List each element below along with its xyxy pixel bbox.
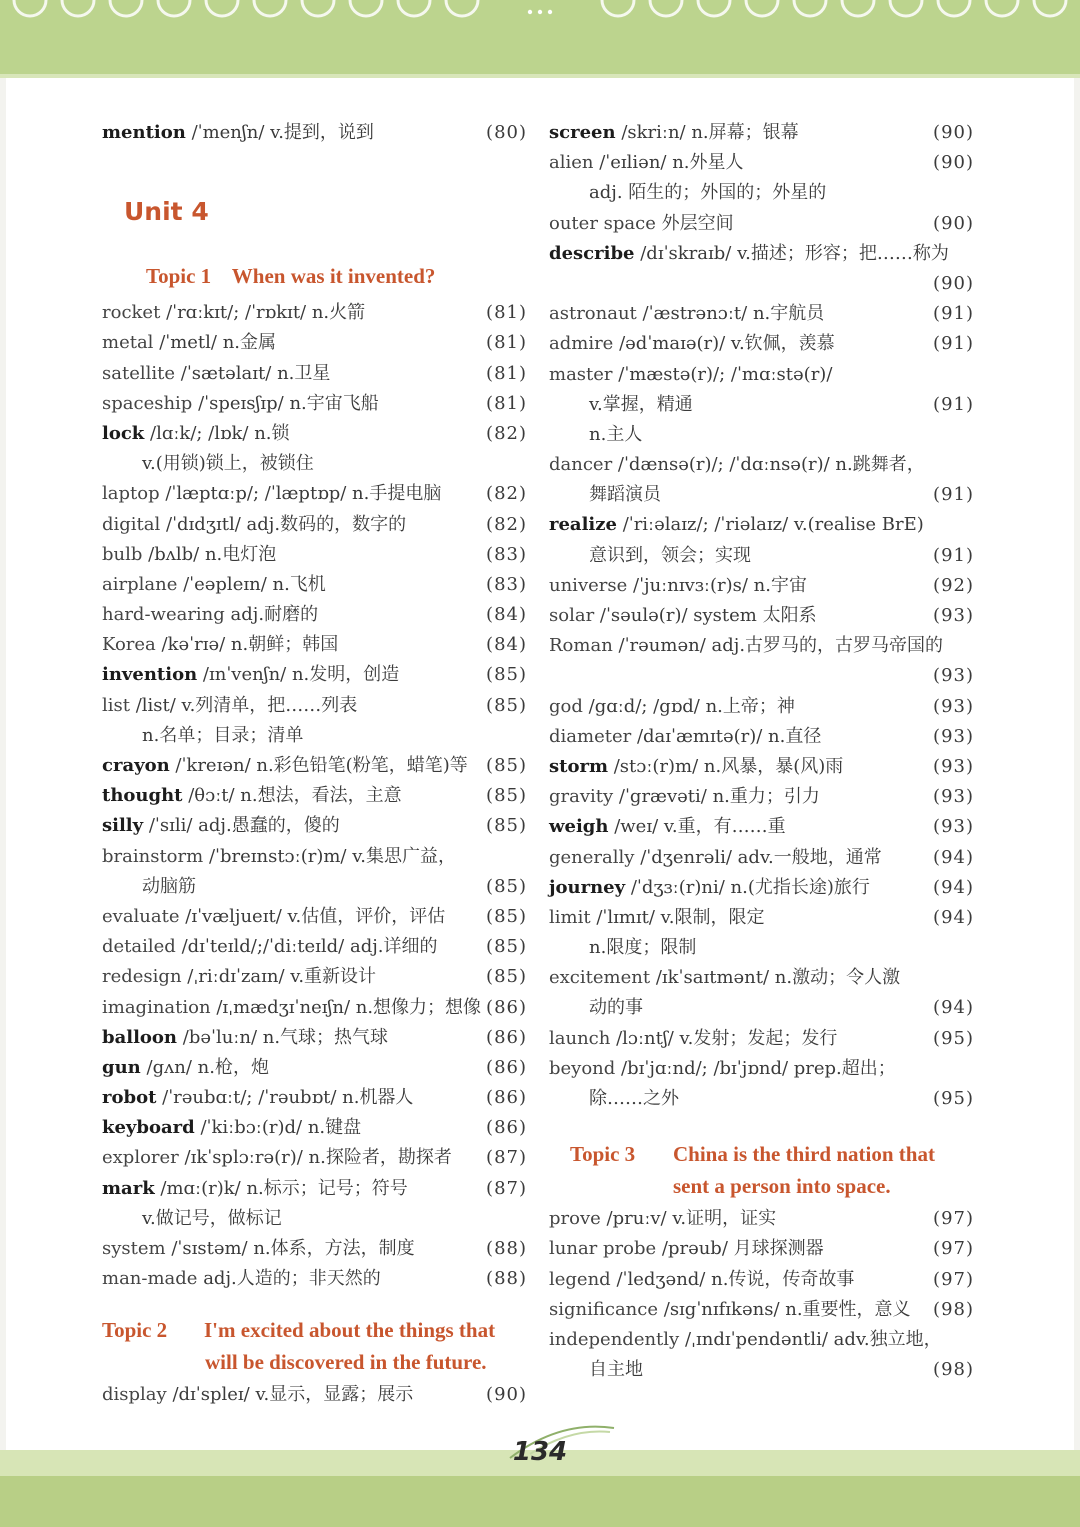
entry-definition: /kəˈrɪə/ n.朝鲜；韩国 [161, 634, 339, 656]
entry-definition: /ɪkˈsaɪtmənt/ n.激动；令人激 [655, 967, 901, 989]
entry-word: legend [549, 1268, 611, 1290]
entry-word: launch [549, 1027, 611, 1049]
vocab-entry [102, 872, 527, 902]
entry-definition: /ˈkreɪən/ n.彩色铅笔(粉笔，蜡笔)等 [175, 755, 468, 776]
vocab-entry [549, 601, 974, 631]
entry-page-ref: (95) [933, 1088, 974, 1109]
entry-word: mention [102, 122, 186, 143]
entry-word: alien [549, 152, 594, 174]
entry-page-ref: (88) [486, 1268, 527, 1290]
entry-word: weigh [549, 816, 609, 838]
entry-page-ref: (93) [933, 665, 974, 687]
vocab-entry [549, 1295, 974, 1325]
entry-word: limit [549, 906, 591, 928]
entry-definition: 自主地 [589, 1359, 643, 1381]
vocab-entry [102, 389, 527, 419]
vocab-entry [549, 450, 974, 480]
entry-word: digital [102, 513, 161, 535]
entry-definition: /ˈmetl/ n.金属 [159, 332, 277, 354]
vocab-entry [549, 1234, 974, 1264]
vocab-entry [102, 449, 527, 479]
entry-page-ref: (93) [933, 695, 974, 717]
vocab-entry [102, 842, 527, 872]
topic-2-heading [102, 1294, 527, 1380]
entry-page-ref: (85) [486, 905, 527, 927]
entry-page-ref: (81) [486, 302, 527, 324]
entry-definition: /ˌriːdɪˈzaɪn/ v.重新设计 [187, 966, 377, 988]
entry-page-ref: (92) [933, 574, 974, 596]
entry-page-ref: (85) [486, 815, 527, 837]
entry-page-ref: (90) [933, 212, 974, 234]
vocab-entry [549, 510, 974, 540]
entry-definition: /ˈsɪstəm/ n.体系，方法，制度 [171, 1238, 415, 1259]
entry-definition: /gʌn/ n.枪，炮 [146, 1056, 269, 1078]
entry-word: gravity [549, 786, 614, 808]
entry-definition: 动的事 [589, 997, 643, 1019]
entry-word: dancer [549, 454, 613, 476]
vocab-entry [102, 1083, 527, 1113]
entry-page-ref: (91) [933, 484, 974, 506]
vocab-entry [102, 1143, 527, 1173]
vocab-entry [549, 420, 974, 450]
entry-definition: /ˈledʒənd/ n.传说，传奇故事 [616, 1268, 855, 1290]
entry-definition: /ˈlɪmɪt/ v.限制，限定 [596, 906, 765, 928]
entry-page-ref: (83) [486, 543, 527, 565]
topic-1-title: When was it invented? [231, 264, 436, 289]
entry-definition: /ˈgrævəti/ n.重力；引力 [618, 786, 820, 808]
entry-definition: /ədˈmaɪə(r)/ v.钦佩，羡慕 [619, 333, 835, 355]
entry-page-ref: (85) [486, 664, 527, 686]
entry-definition: /lɔːntʃ/ v.发射；发起；发行 [616, 1027, 838, 1049]
vocab-entry [549, 269, 974, 299]
entry-page-ref: (83) [486, 573, 527, 595]
entry-definition: 除……之外 [589, 1088, 679, 1109]
entry-page-ref: (93) [933, 786, 974, 808]
entry-word: journey [549, 876, 626, 898]
entry-word: outer space [549, 212, 656, 234]
vocab-entry [549, 329, 974, 359]
vocab-entry [549, 541, 974, 571]
vocab-entry [102, 932, 527, 962]
entry-definition: /ˈjuːnɪvɜː(r)s/ n.宇宙 [633, 574, 807, 596]
topic-2-vocab-list-continued [549, 118, 974, 1114]
vocab-entry [102, 298, 527, 328]
entry-word: solar [549, 605, 595, 626]
entry-word: screen [549, 122, 616, 143]
entry-definition: /ˈdʒenrəli/ adv.一般地，通常 [640, 846, 882, 868]
entry-page-ref: (94) [933, 876, 974, 898]
entry-definition: /dɪˈskraɪb/ v.描述；形容；把……称为 [640, 242, 949, 264]
vocab-entry [549, 299, 974, 329]
entry-definition: adj.耐磨的 [230, 604, 319, 626]
vocab-entry [549, 993, 974, 1023]
topic-2-vocab-list [102, 1380, 527, 1410]
entry-word: prove [549, 1208, 601, 1230]
entry-page-ref: (93) [933, 755, 974, 777]
entry-definition: /ˈeɪliən/ n.外星人 [599, 152, 744, 174]
vocab-entry [102, 328, 527, 358]
vocab-entry [102, 751, 527, 781]
vocab-entry [102, 630, 527, 660]
entry-page-ref: (97) [933, 1268, 974, 1290]
entry-page-ref: (97) [933, 1208, 974, 1230]
vocab-entry [549, 692, 974, 722]
vocab-entry [102, 691, 527, 721]
entry-word: universe [549, 574, 628, 596]
entry-word: god [549, 695, 583, 717]
vocab-entry [549, 1325, 974, 1355]
entry-definition: /θɔːt/ n.想法，看法，主意 [188, 785, 402, 807]
vocab-entry [549, 722, 974, 752]
entry-definition: /dɪˈspleɪ/ v.显示，显露；展示 [172, 1384, 414, 1406]
vocab-entry [549, 1204, 974, 1234]
topic-3-title-line2: sent a person into space. [673, 1174, 891, 1199]
vocab-entry [102, 721, 527, 751]
vocab-entry [102, 1234, 527, 1264]
entry-word: independently [549, 1328, 680, 1350]
entry-definition: 动脑筋 [142, 875, 196, 897]
entry-page-ref: (90) [933, 152, 974, 174]
entry-page-ref: (81) [486, 332, 527, 354]
vocab-entry [549, 873, 974, 903]
vocab-entry [102, 510, 527, 540]
entry-word: balloon [102, 1026, 178, 1048]
entry-page-ref: (94) [933, 997, 974, 1019]
vocab-entry [549, 239, 974, 269]
entry-word: realize [549, 514, 617, 536]
topic-3-vocab-list [549, 1204, 974, 1385]
entry-definition: /bəˈluːn/ n.气球；热气球 [182, 1026, 389, 1048]
entry-definition: v.掌握，精通 [589, 393, 693, 415]
topic-3-title-line1: China is the third nation that [673, 1142, 935, 1167]
entry-word: evaluate [102, 905, 180, 927]
entry-page-ref: (85) [486, 755, 527, 776]
vocab-entry [549, 480, 974, 510]
entry-definition: /ˈdænsə(r)/; /ˈdɑːnsə(r)/ n.跳舞者， [617, 454, 925, 476]
entry-word: thought [102, 785, 183, 807]
entry-definition: /ˈbreɪnstɔː(r)m/ v.集思广益， [208, 845, 456, 867]
entry-page-ref: (85) [486, 936, 527, 958]
entry-definition: /prəub/ 月球探测器 [661, 1238, 824, 1260]
entry-definition: adj.人造的；非天然的 [203, 1268, 381, 1290]
entry-page-ref: (87) [486, 1177, 527, 1199]
entry-word: Roman [549, 635, 613, 657]
entry-definition: /ˈeəpleɪn/ n.飞机 [183, 573, 326, 595]
vocab-entry [102, 600, 527, 630]
entry-word: significance [549, 1298, 659, 1320]
vocab-entry [102, 811, 527, 841]
entry-word: astronaut [549, 303, 637, 325]
entry-word: keyboard [102, 1117, 195, 1139]
vocab-entry [102, 1053, 527, 1083]
entry-page-ref: (94) [933, 846, 974, 868]
entry-page-ref: (80) [486, 122, 527, 143]
topic-1-vocab-list [102, 298, 527, 1294]
entry-page-ref: (84) [486, 604, 527, 626]
entry-definition: /ˈsɪli/ adj.愚蠢的，傻的 [148, 815, 340, 837]
entry-page-ref: (90) [933, 122, 974, 143]
entry-page-ref: (97) [933, 1238, 974, 1260]
entry-word: explorer [102, 1147, 179, 1169]
vocab-entry [549, 1024, 974, 1054]
vocab-entry [102, 660, 527, 690]
vocab-entry [549, 209, 974, 239]
vocab-entry [102, 479, 527, 509]
vocab-entry [102, 1204, 527, 1234]
entry-page-ref: (93) [933, 816, 974, 838]
entry-word: laptop [102, 483, 160, 505]
entry-definition: /ˈlæptɑːp/; /ˈlæptɒp/ n.手提电脑 [165, 483, 442, 505]
topic-1-heading [102, 240, 527, 298]
vocab-entry [549, 1355, 974, 1385]
entry-definition: /ˈsəulə(r)/ system 太阳系 [599, 605, 817, 626]
vocab-entry [549, 631, 974, 661]
entry-word: lock [102, 422, 145, 444]
entry-word: redesign [102, 966, 182, 988]
entry-definition: /ɪkˈsplɔːrə(r)/ n.探险者，勘探者 [184, 1147, 452, 1169]
entry-page-ref: (85) [486, 694, 527, 716]
entry-page-ref: (85) [486, 875, 527, 897]
entry-page-ref: (91) [933, 303, 974, 325]
vocab-entry [549, 390, 974, 420]
entry-word: lunar probe [549, 1238, 657, 1260]
entry-word: gun [102, 1056, 141, 1078]
entry-page-ref: (86) [486, 1056, 527, 1078]
topic-3-label: Topic 3 [570, 1142, 636, 1167]
vocab-entry [102, 540, 527, 570]
vocab-entry [549, 752, 974, 782]
entry-word: spaceship [102, 392, 193, 414]
entry-definition: /ˈrəumən/ adj.古罗马的，古罗马帝国的 [618, 635, 944, 657]
topic-3-heading [549, 1114, 974, 1204]
entry-page-ref: (85) [486, 785, 527, 807]
entry-definition: /ˈkiːbɔː(r)d/ n.键盘 [200, 1117, 362, 1139]
entry-definition: v.做记号，做标记 [142, 1207, 282, 1229]
vocab-entry [102, 419, 527, 449]
entry-word: silly [102, 815, 144, 837]
entry-word: brainstorm [102, 845, 204, 867]
entry-definition: n.限度；限制 [589, 937, 697, 959]
entry-page-ref: (86) [486, 1117, 527, 1139]
vocab-entry [549, 903, 974, 933]
entry-page-ref: (93) [933, 605, 974, 626]
vocab-entry [549, 812, 974, 842]
right-column [549, 118, 974, 1385]
vocab-entry [549, 933, 974, 963]
entry-definition: n.主人 [589, 423, 643, 445]
entry-word: robot [102, 1087, 157, 1109]
entry-definition: /daɪˈæmɪtə(r)/ n.直径 [636, 725, 822, 747]
entry-page-ref: (86) [486, 996, 527, 1018]
entry-page-ref: (88) [486, 1238, 527, 1259]
entry-definition: /pruːv/ v.证明，证实 [606, 1208, 777, 1230]
vocab-entry [549, 1054, 974, 1084]
header-band [0, 0, 1080, 78]
entry-definition: /skriːn/ n.屏幕；银幕 [621, 122, 799, 143]
entry-word: detailed [102, 936, 176, 958]
entry-word: system [102, 1238, 166, 1259]
entry-page-ref: (90) [933, 272, 974, 294]
entry-page-ref: (93) [933, 725, 974, 747]
entry-page-ref: (81) [486, 392, 527, 414]
entry-word: beyond [549, 1057, 616, 1079]
vocab-entry [102, 1174, 527, 1204]
vocab-entry [102, 993, 527, 1023]
entry-word: imagination [102, 996, 211, 1018]
entry-definition: /bɪˈjɑːnd/; /bɪˈjɒnd/ prep.超出； [621, 1057, 896, 1079]
entry-definition: /weɪ/ v.重，有……重 [614, 816, 786, 838]
entry-definition: /ˌɪndɪˈpendəntli/ adv.独立地， [684, 1328, 942, 1350]
entry-word: generally [549, 846, 635, 868]
vocab-entry [549, 571, 974, 601]
entry-definition: /ɪˈvæljueɪt/ v.估值，评价，评估 [185, 905, 446, 927]
entry-word: man-made [102, 1268, 198, 1290]
entry-definition: /mɑː(r)k/ n.标示；记号；符号 [160, 1177, 408, 1199]
vocab-entry [549, 1265, 974, 1295]
topic-2-title-line2: will be discovered in the future. [205, 1350, 487, 1375]
entry-word: hard-wearing [102, 604, 225, 626]
vocab-entry [102, 781, 527, 811]
vocab-entry [102, 1023, 527, 1053]
entry-definition: 意识到，领会；实现 [589, 544, 751, 566]
vocab-entry [549, 963, 974, 993]
entry-word: metal [102, 332, 154, 354]
entry-definition: /ˈdɪdʒɪtl/ adj.数码的，数字的 [166, 513, 407, 535]
entry-word: invention [102, 664, 198, 686]
vocab-entry [102, 570, 527, 600]
entry-definition: /ˈspeɪsʃɪp/ n.宇宙飞船 [198, 392, 379, 414]
entry-definition: /ˈmenʃn/ v.提到，说到 [191, 122, 374, 143]
entry-definition: /ˈæstrənɔːt/ n.宇航员 [642, 303, 825, 325]
entry-definition: /ˈmæstə(r)/; /ˈmɑːstə(r)/ [618, 363, 833, 385]
vocab-entry [549, 843, 974, 873]
topic-1-label: Topic 1 [146, 264, 212, 289]
entry-page-ref: (86) [486, 1087, 527, 1109]
entry-page-ref: (82) [486, 483, 527, 505]
entry-page-ref: (91) [933, 333, 974, 355]
entry-word: Korea [102, 634, 156, 656]
entry-word: airplane [102, 573, 178, 595]
vocab-entry [549, 178, 974, 208]
entry-page-ref: (85) [486, 966, 527, 988]
entry-definition: /list/ v.列清单，把……列表 [135, 694, 358, 716]
topic-2-label: Topic 2 [102, 1318, 168, 1343]
entry-word: list [102, 694, 130, 716]
vocab-entry [102, 1264, 527, 1294]
entry-word: admire [549, 333, 614, 355]
vocab-entry [549, 1084, 974, 1114]
dots-decoration [524, 4, 556, 16]
entry-page-ref: (87) [486, 1147, 527, 1169]
entry-word: display [102, 1384, 167, 1406]
entry-definition: /bʌlb/ n.电灯泡 [148, 543, 277, 565]
vocab-entry [102, 359, 527, 389]
vocab-entry [102, 118, 527, 148]
entry-definition: /ˈsætəlaɪt/ n.卫星 [180, 362, 331, 384]
entry-definition: /stɔː(r)m/ n.风暴，暴(风)雨 [613, 755, 844, 777]
entry-page-ref: (90) [486, 1384, 527, 1406]
entry-page-ref: (91) [933, 544, 974, 566]
entry-definition: /ɪnˈvenʃn/ n.发明，创造 [202, 664, 400, 686]
vocab-entry [549, 782, 974, 812]
entry-page-ref: (82) [486, 422, 527, 444]
entry-page-ref: (82) [486, 513, 527, 535]
entry-page-ref: (98) [933, 1359, 974, 1381]
entry-definition: /gɑːd/; /gɒd/ n.上帝；神 [588, 695, 795, 717]
entry-word: storm [549, 755, 608, 777]
vocab-entry [549, 118, 974, 148]
vocab-entry [102, 1380, 527, 1410]
entry-definition: adj. 陌生的；外国的；外星的 [589, 182, 827, 204]
entry-page-ref: (86) [486, 1026, 527, 1048]
entry-page-ref: (91) [933, 393, 974, 415]
vocab-entry [102, 1113, 527, 1143]
entry-definition: /sɪgˈnɪfɪkəns/ n.重要性，意义 [663, 1298, 911, 1320]
entry-word: master [549, 363, 613, 385]
entry-definition: /dɪˈteɪld/;/ˈdiːteɪld/ adj.详细的 [181, 936, 438, 958]
unit-title: Unit 4 [124, 197, 209, 227]
topic-2-title-line1: I'm excited about the things that [204, 1318, 496, 1343]
entry-definition: v.(用锁)锁上，被锁住 [142, 453, 314, 475]
entry-page-ref: (95) [933, 1027, 974, 1049]
page-number: 134 [512, 1437, 568, 1467]
entry-definition: 舞蹈演员 [589, 484, 661, 506]
entry-word: mark [102, 1177, 155, 1199]
entry-definition: /ɪˌmædʒɪˈneɪʃn/ n.想像力；想像 [216, 996, 482, 1018]
entry-definition: n.名单；目录；清单 [142, 724, 304, 746]
entry-page-ref: (81) [486, 362, 527, 384]
vocab-entry [549, 360, 974, 390]
vocab-entry [102, 902, 527, 932]
entry-word: crayon [102, 755, 170, 776]
entry-page-ref: (98) [933, 1298, 974, 1320]
left-column [102, 118, 527, 1411]
entry-word: satellite [102, 362, 176, 384]
entry-definition: /ˈrəubɑːt/; /ˈrəubɒt/ n.机器人 [162, 1087, 414, 1109]
vocab-entry [102, 962, 527, 992]
entry-definition: /lɑːk/; /lɒk/ n.锁 [150, 422, 290, 444]
entry-word: rocket [102, 302, 161, 324]
vocab-entry [549, 661, 974, 691]
vocab-entry [549, 148, 974, 178]
entry-word: diameter [549, 725, 632, 747]
entry-page-ref: (94) [933, 906, 974, 928]
entry-page-ref: (84) [486, 634, 527, 656]
entry-word: excitement [549, 967, 651, 989]
entry-definition: /ˈriːəlaɪz/; /ˈriəlaɪz/ v.(realise BrE) [622, 514, 924, 536]
entry-definition: 外层空间 [661, 212, 734, 234]
entry-word: describe [549, 242, 635, 264]
entry-word: bulb [102, 543, 143, 565]
entry-definition: /ˈdʒɜː(r)ni/ n.(尤指长途)旅行 [630, 876, 870, 898]
entry-definition: /ˈrɑːkɪt/; /ˈrɒkɪt/ n.火箭 [166, 302, 366, 324]
